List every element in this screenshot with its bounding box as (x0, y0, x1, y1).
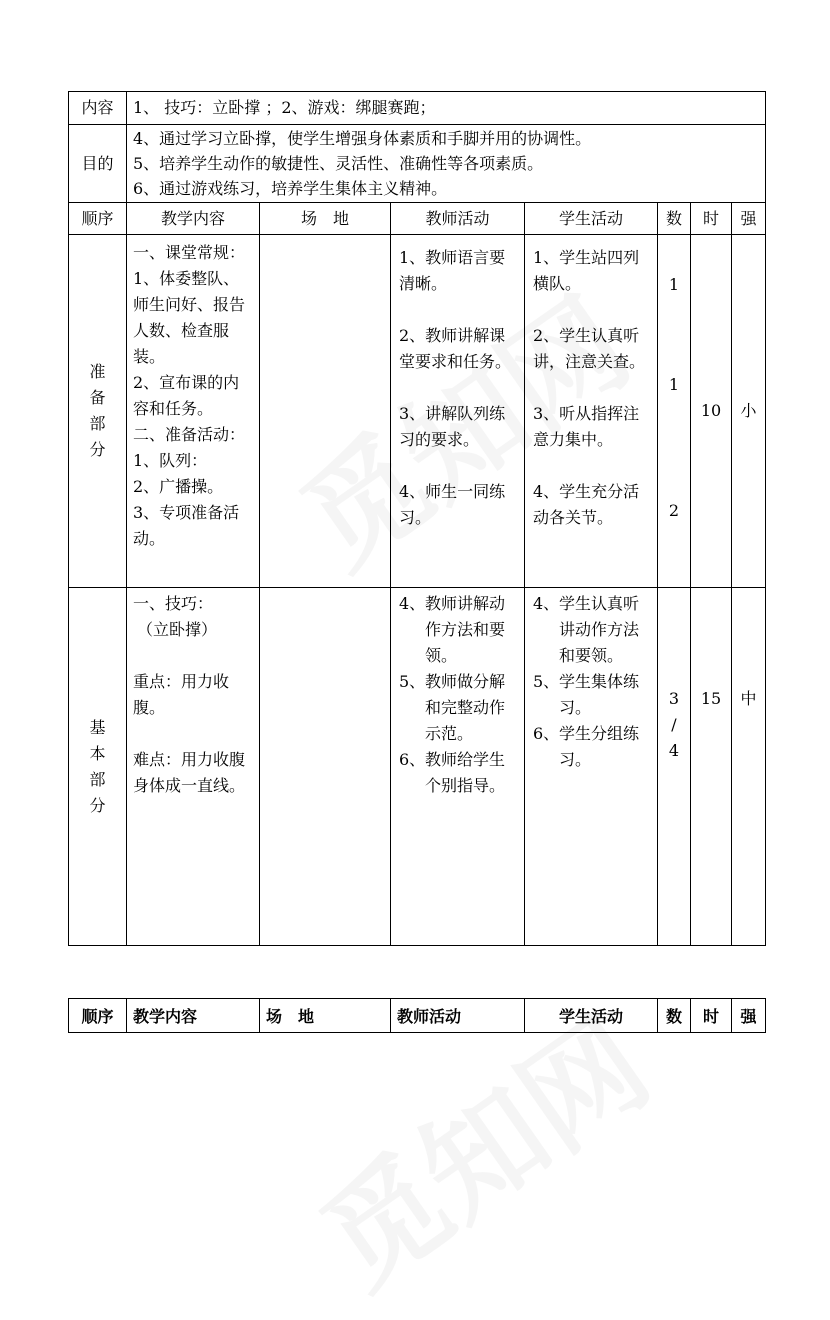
goal-line: 6、通过游戏练习，培养学生集体主义精神。 (133, 179, 448, 198)
header-student: 学生活动 (525, 203, 658, 235)
content-line: 一、技巧： (133, 594, 214, 613)
basic-content (127, 588, 260, 946)
teacher-item: 3、讲解队列练习的要求。 (399, 404, 506, 449)
count-value: 1 (668, 275, 680, 294)
basic-row (69, 588, 766, 946)
student-item: 4、学生充分活动各关节。 (533, 482, 640, 527)
prep-section-label: 准 备 部 分 (69, 235, 127, 588)
teacher-item: 4、师生一同练习。 (399, 482, 506, 527)
prep-intensity: 小 (732, 235, 766, 588)
goal-text (127, 125, 766, 203)
continuation-table-header (68, 998, 766, 1033)
count-value: 4 (668, 741, 680, 760)
content-line: （立卧撑） (137, 620, 218, 639)
teacher-item: 1、教师语言要清晰。 (399, 248, 506, 293)
count-separator: / (671, 715, 677, 734)
content-line: 1、队列： (133, 451, 208, 470)
count-value: 2 (668, 501, 680, 520)
prep-counts (658, 235, 691, 588)
header-student: 学生活动 (525, 999, 658, 1033)
content-label: 内容 (69, 92, 127, 125)
prep-row (69, 235, 766, 588)
student-item: 3、听从指挥注意力集中。 (533, 404, 640, 449)
prep-time: 10 (691, 235, 732, 588)
content-line: 重点：用力收腹。 (133, 672, 230, 717)
basic-teacher (391, 588, 525, 946)
count-value: 1 (668, 375, 680, 394)
content-line: 2、广播操。 (133, 477, 224, 496)
header-venue: 场 地 (260, 999, 391, 1033)
prep-venue (260, 235, 391, 588)
content-line: 二、准备活动： (133, 425, 246, 444)
prep-content (127, 235, 260, 588)
basic-venue (260, 588, 391, 946)
student-item: 5、 学生集体练习。 (533, 672, 640, 717)
header-teacher: 教师活动 (391, 999, 525, 1033)
content-text: 1、 技巧：立卧撑 ；2、游戏：绑腿赛跑； (127, 92, 766, 125)
teacher-item: 5、 教师做分解和完整动作示范。 (399, 672, 506, 743)
student-item: 4、 学生认真听讲动作方法和要领。 (533, 594, 640, 665)
prep-teacher (391, 235, 525, 588)
teacher-item: 4、 教师讲解动作方法和要领。 (399, 594, 506, 665)
teacher-item: 2、教师讲解课堂要求和任务。 (399, 326, 512, 371)
header-time: 时 (691, 999, 732, 1033)
basic-section-label: 基 本 部 分 (69, 588, 127, 946)
content-line: 1、体委整队、师生问好、报告人数、检查服装。 (133, 269, 246, 366)
lesson-plan-table (68, 91, 766, 946)
header-order: 顺序 (69, 999, 127, 1033)
student-item: 1、学生站四列横队。 (533, 248, 640, 293)
goal-line: 4、通过学习立卧撑，使学生增强身体素质和手脚并用的协调性。 (133, 129, 592, 148)
student-item: 2、学生认真听讲，注意关查。 (533, 326, 646, 371)
content-line: 一、课堂常规： (133, 243, 246, 262)
content-line: 3、专项准备活动。 (133, 503, 240, 548)
content-line: 难点：用力收腹身体成一直线。 (133, 750, 246, 795)
goal-line: 5、培养学生动作的敏捷性、灵活性、准确性等各项素质。 (133, 154, 544, 173)
header-count: 数 (658, 999, 691, 1033)
student-item: 6、 学生分组练习。 (533, 724, 640, 769)
header-row (69, 203, 766, 235)
header-count: 数 (658, 203, 691, 235)
content-row (69, 92, 766, 125)
header-intensity: 强 (732, 203, 766, 235)
count-value: 3 (668, 689, 680, 708)
basic-student (525, 588, 658, 946)
goal-label: 目的 (69, 125, 127, 203)
header-intensity: 强 (732, 999, 766, 1033)
header-content: 教学内容 (127, 203, 260, 235)
header-row (69, 999, 766, 1033)
header-content: 教学内容 (127, 999, 260, 1033)
goal-row (69, 125, 766, 203)
teacher-item: 6、 教师给学生个别指导。 (399, 750, 506, 795)
content-line: 2、宣布课的内容和任务。 (133, 373, 240, 418)
header-order: 顺序 (69, 203, 127, 235)
basic-time: 15 (691, 588, 732, 946)
header-venue: 场 地 (260, 203, 391, 235)
header-teacher: 教师活动 (391, 203, 525, 235)
header-time: 时 (691, 203, 732, 235)
prep-student (525, 235, 658, 588)
basic-counts (658, 588, 691, 946)
basic-intensity: 中 (732, 588, 766, 946)
